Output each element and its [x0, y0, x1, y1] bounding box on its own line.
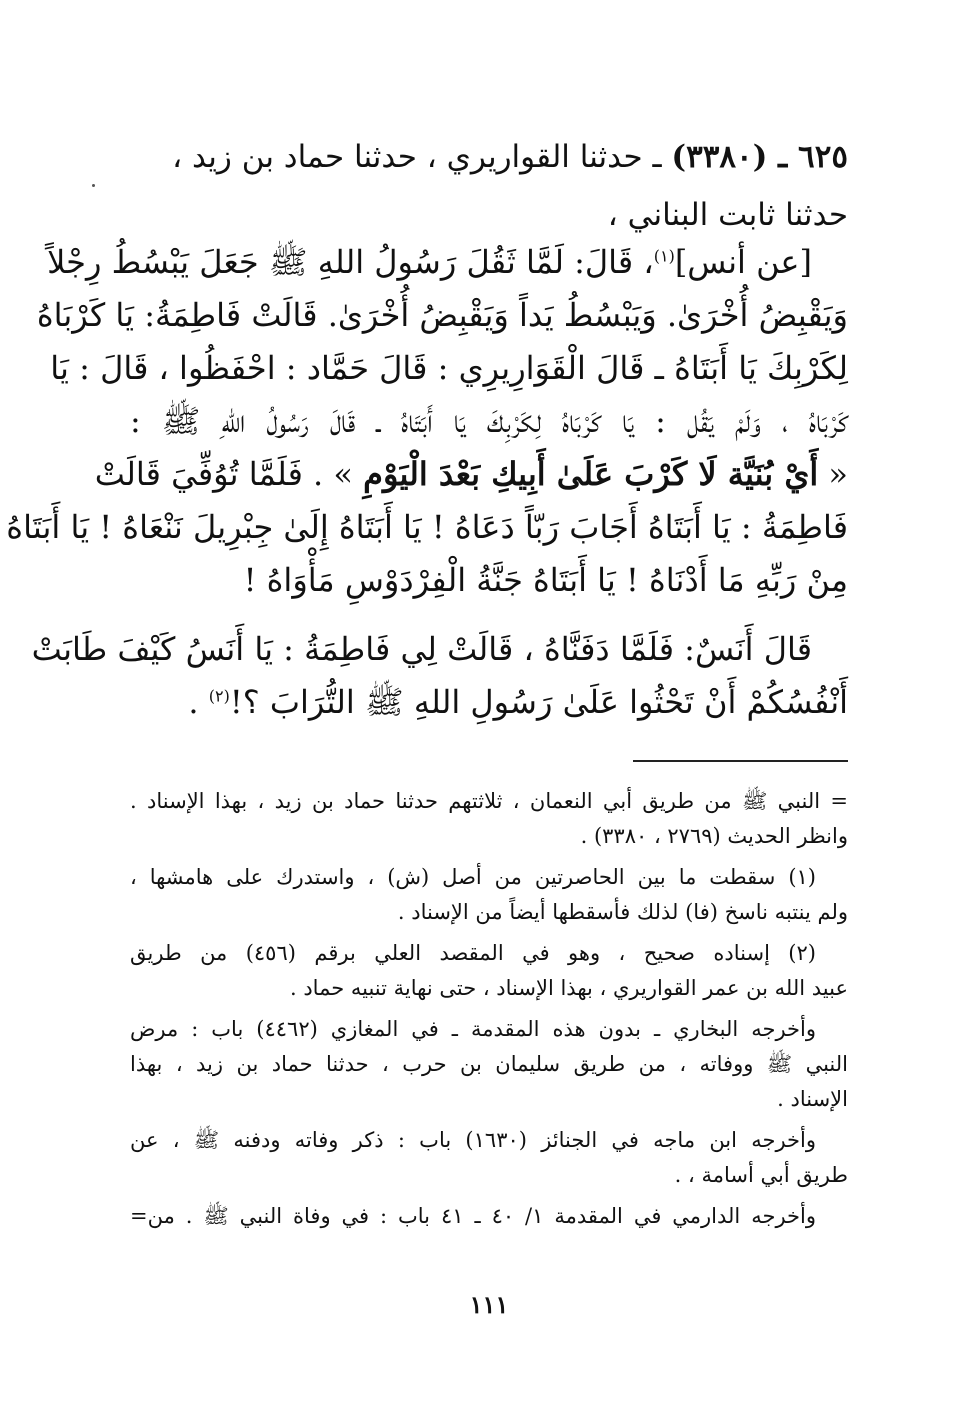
body-line: كَرْبَاهُ ، وَلَمْ يَقُل : يَا كَرْبَاهُ لِكَرْبِكَ يَا أَبَتَاهُ ـ قَالَ رَسُولُ اللهِ ﷺ : — [130, 402, 848, 440]
body-line — [47, 236, 848, 289]
hadith-text — [6, 236, 848, 729]
margin-speck — [92, 184, 95, 187]
page-number: ١١١ — [469, 1290, 509, 1319]
quote-open: « — [828, 455, 848, 493]
footnote-divider — [633, 760, 848, 762]
body-text: ، قَالَ: لَمَّا ثَقُلَ رَسُولُ اللهِ ﷺ جَعَلَ يَبْسُطُ رِجْلاً — [47, 243, 654, 281]
note-line: = النبي ﷺ من طريق أبي النعمان ، ثلاثتهم حدثنا حماد بن زيد ، بهذا الإسناد . — [130, 789, 848, 813]
paragraph-gap — [130, 607, 848, 623]
prophet-saying: أَيْ بُنَيَّة لَا كَرْبَ عَلَىٰ أَبِيكِ بَعْدَ الْيَوْمِ — [363, 455, 819, 493]
hadith-number: ٦٢٥ ـ (٣٣٨٠) — [671, 139, 848, 175]
note-line: وأخرجه البخاري ـ بدون هذه المقدمة ـ في المغازي (٤٤٦٢) باب : مرض — [130, 1017, 816, 1041]
note-line: (٢) إسناده صحيح ، وهو في المقصد العلي برقم (٤٥٦) من طريق — [130, 941, 816, 965]
note-line: عبيد الله بن عمر القواريري ، بهذا الإسناد ، حتى نهاية تنبيه حماد . — [289, 976, 848, 1000]
body-text: » . فَلَمَّا تُوُفِّيَ قَالَتْ — [94, 455, 353, 493]
note-line: وأخرجه الدارمي في المقدمة ١/ ٤٠ ـ ٤١ باب : في وفاة النبي ﷺ . من= — [130, 1204, 816, 1228]
note-line: ولم ينتبه ناسخ (فا) لذلك فأسقطها أيضاً من الإسناد . — [397, 900, 848, 924]
body-text: أَنْفُسُكُمْ أَنْ تَحْثُوا عَلَىٰ رَسُولِ اللهِ ﷺ التُّرَابَ ؟! — [229, 683, 848, 721]
note-line: وانظر الحديث (٢٧٦٩ ، ٣٣٨٠) . — [580, 824, 848, 848]
body-line: فَاطِمَةُ : يَا أَبَتَاهُ أَجَابَ رَبّاً دَعَاهُ ! يَا أَبَتَاهُ إِلَىٰ جِبْرِيلَ نَنْعَاهُ ! يَا أَبَتَاهُ — [6, 508, 848, 546]
note-line: (١) سقطت ما بين الحاصرتين من أصل (ش) ، واستدرك على هامشها ، — [130, 865, 816, 889]
body-line — [130, 676, 848, 729]
note-line: الإسناد . — [777, 1087, 848, 1111]
note-line: طريق أبي أسامة ، . — [674, 1163, 848, 1187]
footnote-marker-1: (١) — [653, 246, 675, 266]
bracketed-narrator: [عن أنس] — [674, 243, 812, 281]
sentence-end: . — [188, 683, 209, 721]
footnote-marker-2: (٢) — [208, 686, 230, 706]
body-line: لِكَرْبِكَ يَا أَبَتَاهُ ـ قَالَ الْقَوَارِيرِي : قَالَ حَمَّاد : احْفَظُوا ، قَالَ : يَا — [50, 349, 848, 387]
header-chain-2: حدثنا ثابت البناني ، — [607, 197, 848, 233]
hadith-header — [130, 128, 848, 244]
header-line-1 — [130, 128, 848, 186]
footnotes — [130, 784, 848, 1234]
note-line: النبي ﷺ ووفاته ، من طريق سليمان بن حرب ، حدثنا حماد بن زيد ، بهذا — [130, 1052, 848, 1076]
header-chain-1: ـ حدثنا القواريري ، حدثنا حماد بن زيد ، — [172, 139, 662, 175]
body-line: مِنْ رَبِّهِ مَا أَدْنَاهُ ! يَا أَبَتَاهُ جَنَّةُ الْفِرْدَوْسِ مَأْوَاهُ ! — [243, 561, 848, 599]
body-line: قَالَ أَنَسٌ: فَلَمَّا دَفَنَّاهُ ، قَالَتْ لِي فَاطِمَةُ : يَا أَنَسُ كَيْفَ طَابَتْ — [31, 630, 812, 668]
note-line: وأخرجه ابن ماجه في الجنائز (١٦٣٠) باب : ذكر وفاته ودفنه ﷺ ، عن — [130, 1128, 817, 1152]
body-line: وَيَقْبِضُ أُخْرَىٰ. وَيَبْسُطُ يَداً وَيَقْبِضُ أُخْرَىٰ. قَالَتْ فَاطِمَةُ: يَا كَرْبَاهُ — [36, 296, 848, 334]
body-line — [94, 448, 848, 501]
